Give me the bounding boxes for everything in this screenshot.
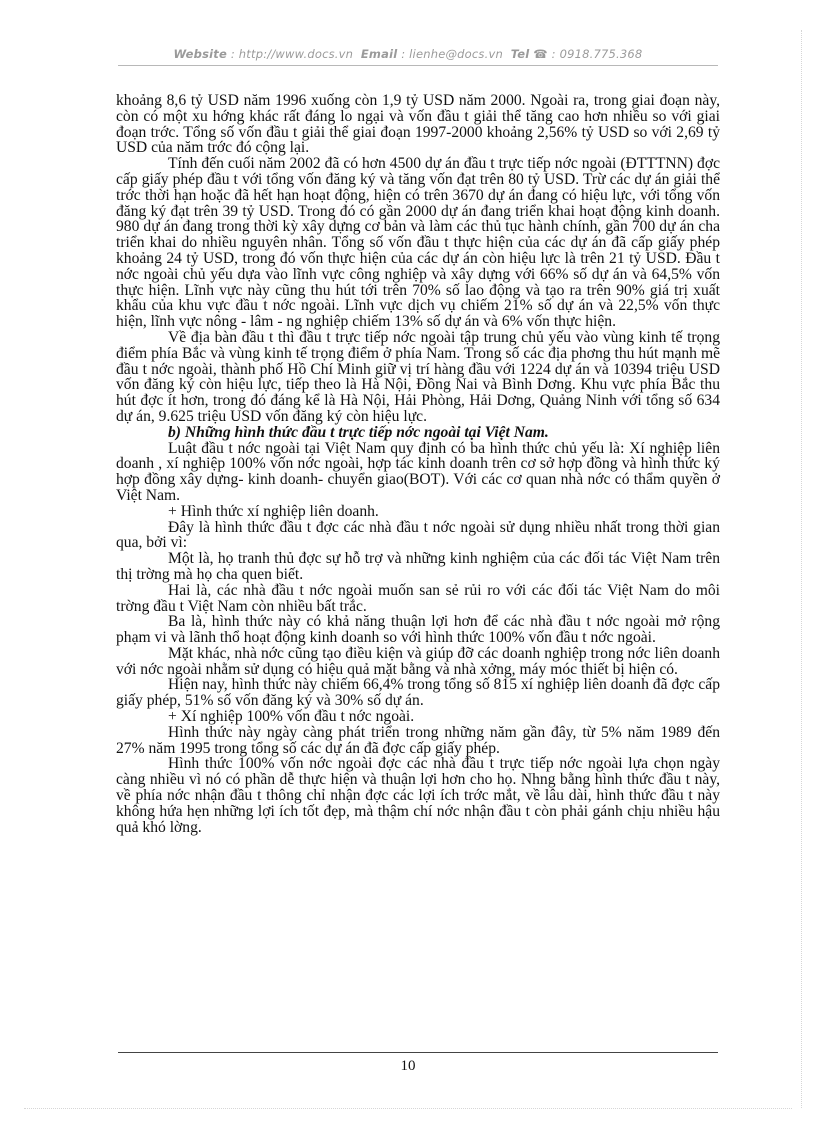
paragraph: + Hình thức xí nghiệp liên doanh. (168, 502, 379, 520)
paragraph: Tính đến cuối năm 2002 đã có hơn 4500 dự án đầu t trực tiếp nớc ngoài (ĐTTTNN) đợc cấp giấy phép đầu t với tổng vốn đăng ký và tăng vốn đạt trên 80 tỷ USD. Trừ các dự án giải thể trớc thời hạn hoặc đã hết hạn hoạt động, hiện có trên 3670 dự án đang có hiệu lực, với tổng vốn đăng ký đạt trên 39 tỷ USD. Trong đó có gần 2000 dự án đang triển khai hoạt động kinh doanh. 980 dự án đang trong thời kỳ xây dựng cơ bản và làm các thủ tục hành chính, gần 700 dự án cha triển khai do nhiều nguyên nhân. Tổng số vốn đầu t thực hiện của các dự án đã cấp giấy phép khoảng 24 tỷ USD, trong đó vốn thực hiện của các dự án còn hiệu lực là trên 21 tỷ USD. Đầu t nớc ngoài chủ yếu dựa vào lĩnh vực công nghiệp và xây dựng với 66% số dự án và 64,5% vốn thực hiện. Lĩnh vực này cũng thu hút tới trên 70% số lao động và tạo ra trên 90% giá trị xuất khẩu của khu vực đầu t nớc ngoài. Lĩnh vực dịch vụ chiếm 21% số dự án và 22,5% vốn thực hiện, lĩnh vực nông - lâm - ng nghiệp chiếm 13% số dự án và 6% vốn thực hiện. (116, 155, 720, 331)
document-body (116, 93, 720, 835)
paragraph: Hai là, các nhà đầu t nớc ngoài muốn san sẻ rủi ro với các đối tác Việt Nam do môi trờng đầu t Việt Nam còn nhiều bất trắc. (116, 581, 720, 615)
tel-label: Tel (510, 47, 530, 61)
paragraph: Luật đầu t nớc ngoài tại Việt Nam quy định có ba hình thức chủ yếu là: Xí nghiệp liên doanh , xí nghiệp 100% vốn nớc ngoài, hợp tác kinh doanh trên cơ sở hợp đồng và hình thức ký hợp đồng xây dựng- kinh doanh- chuyển giao(BOT). Với các cơ quan nhà nớc có thẩm quyền ở Việt Nam. (116, 439, 720, 504)
paragraph: Hiện nay, hình thức này chiếm 66,4% trong tổng số 815 xí nghiệp liên doanh đã đợc cấp giấy phép, 51% số vốn đăng ký và 30% số dự án. (116, 676, 720, 710)
header-divider (118, 65, 718, 66)
website-value: : http://www.docs.vn (230, 47, 354, 61)
paragraph: + Xí nghiệp 100% vốn đầu t nớc ngoài. (168, 708, 415, 726)
section-heading: b) Những hình thức đầu t trực tiếp nớc ngoài tại Việt Nam. (168, 423, 549, 441)
paragraph: Mặt khác, nhà nớc cũng tạo điều kiện và giúp đỡ các doanh nghiệp trong nớc liên doanh với nớc ngoài nhằm sử dụng có hiệu quả mặt bằng và nhà xởng, máy móc thiết bị hiện có. (116, 644, 720, 678)
page-header (0, 47, 816, 61)
page-number: 10 (400, 1058, 416, 1074)
footer-divider (118, 1052, 718, 1053)
page-boundary-right (801, 30, 802, 1108)
email-label: Email (360, 47, 398, 61)
paragraph: Hình thức 100% vốn nớc ngoài đợc các nhà đầu t trực tiếp nớc ngoài lựa chọn ngày càng nhiều vì nó có phần dễ thực hiện và thuận lợi hơn cho họ. Nhng bằng hình thức đầu t này, về phía nớc nhận đầu t thông chỉ nhận đợc các lợi ích trớc mắt, về lâu dài, hình thức đầu t này không hứa hẹn những lợi ích tốt đẹp, mà thậm chí nớc nhận đầu t còn phải gánh chịu nhiều hậu quả khó lờng. (116, 755, 720, 836)
paragraph: Đây là hình thức đầu t đợc các nhà đầu t nớc ngoài sử dụng nhiều nhất trong thời gian qua, bởi vì: (116, 518, 720, 552)
paragraph-continuation: khoảng 8,6 tỷ USD năm 1996 xuống còn 1,9 tỷ USD năm 2000. Ngoài ra, trong giai đoạn này, còn có một xu hớng khác rất đáng lo ngại và vốn đầu t giải thể tăng cao hơn nhiều so với giai đoạn trớc. Tổng số vốn đầu t giải thể giai đoạn 1997-2000 khoảng 2,56% tỷ USD so với 2,69 tỷ USD của năm trớc đó cộng lại. (116, 92, 720, 157)
paragraph: Ba là, hình thức này có khả năng thuận lợi hơn để các nhà đầu t nớc ngoài mở rộng phạm vi và lãnh thổ hoạt động kinh doanh so với hình thức 100% vốn đầu t nớc ngoài. (116, 613, 720, 647)
email-value: : lienhe@docs.vn (401, 47, 503, 61)
paragraph: Hình thức này ngày càng phát triển trong những năm gần đây, từ 5% năm 1989 đến 27% năm 1995 trong tổng số các dự án đã đợc cấp giấy phép. (116, 723, 720, 757)
page-boundary-bottom (24, 1108, 792, 1109)
paragraph: Một là, họ tranh thủ đợc sự hỗ trợ và những kinh nghiệm của các đối tác Việt Nam trên thị trờng mà họ cha quen biết. (116, 550, 720, 583)
website-label: Website (173, 47, 227, 61)
paragraph: Về địa bàn đầu t thì đầu t trực tiếp nớc ngoài tập trung chủ yếu vào vùng kinh tế trọng điểm phía Bắc và vùng kinh tế trọng điểm ở phía Nam. Trong số các địa phơng thu hút mạnh mẽ đầu t nớc ngoài, thành phố Hồ Chí Minh giữ vị trí hàng đầu với 1224 dự án và 10394 triệu USD vốn đăng ký còn hiệu lực, tiếp theo là Hà Nội, Đồng Nai và Bình Dơng. Khu vực phía Bắc thu hút đợc ít hơn, trong đó đáng kể là Hà Nội, Hải Phòng, Hải Dơng, Quảng Ninh với tổng số 634 dự án, 9.625 triệu USD vốn đăng ký còn hiệu lực. (116, 328, 720, 425)
tel-value: ☎ : 0918.775.368 (533, 47, 643, 61)
